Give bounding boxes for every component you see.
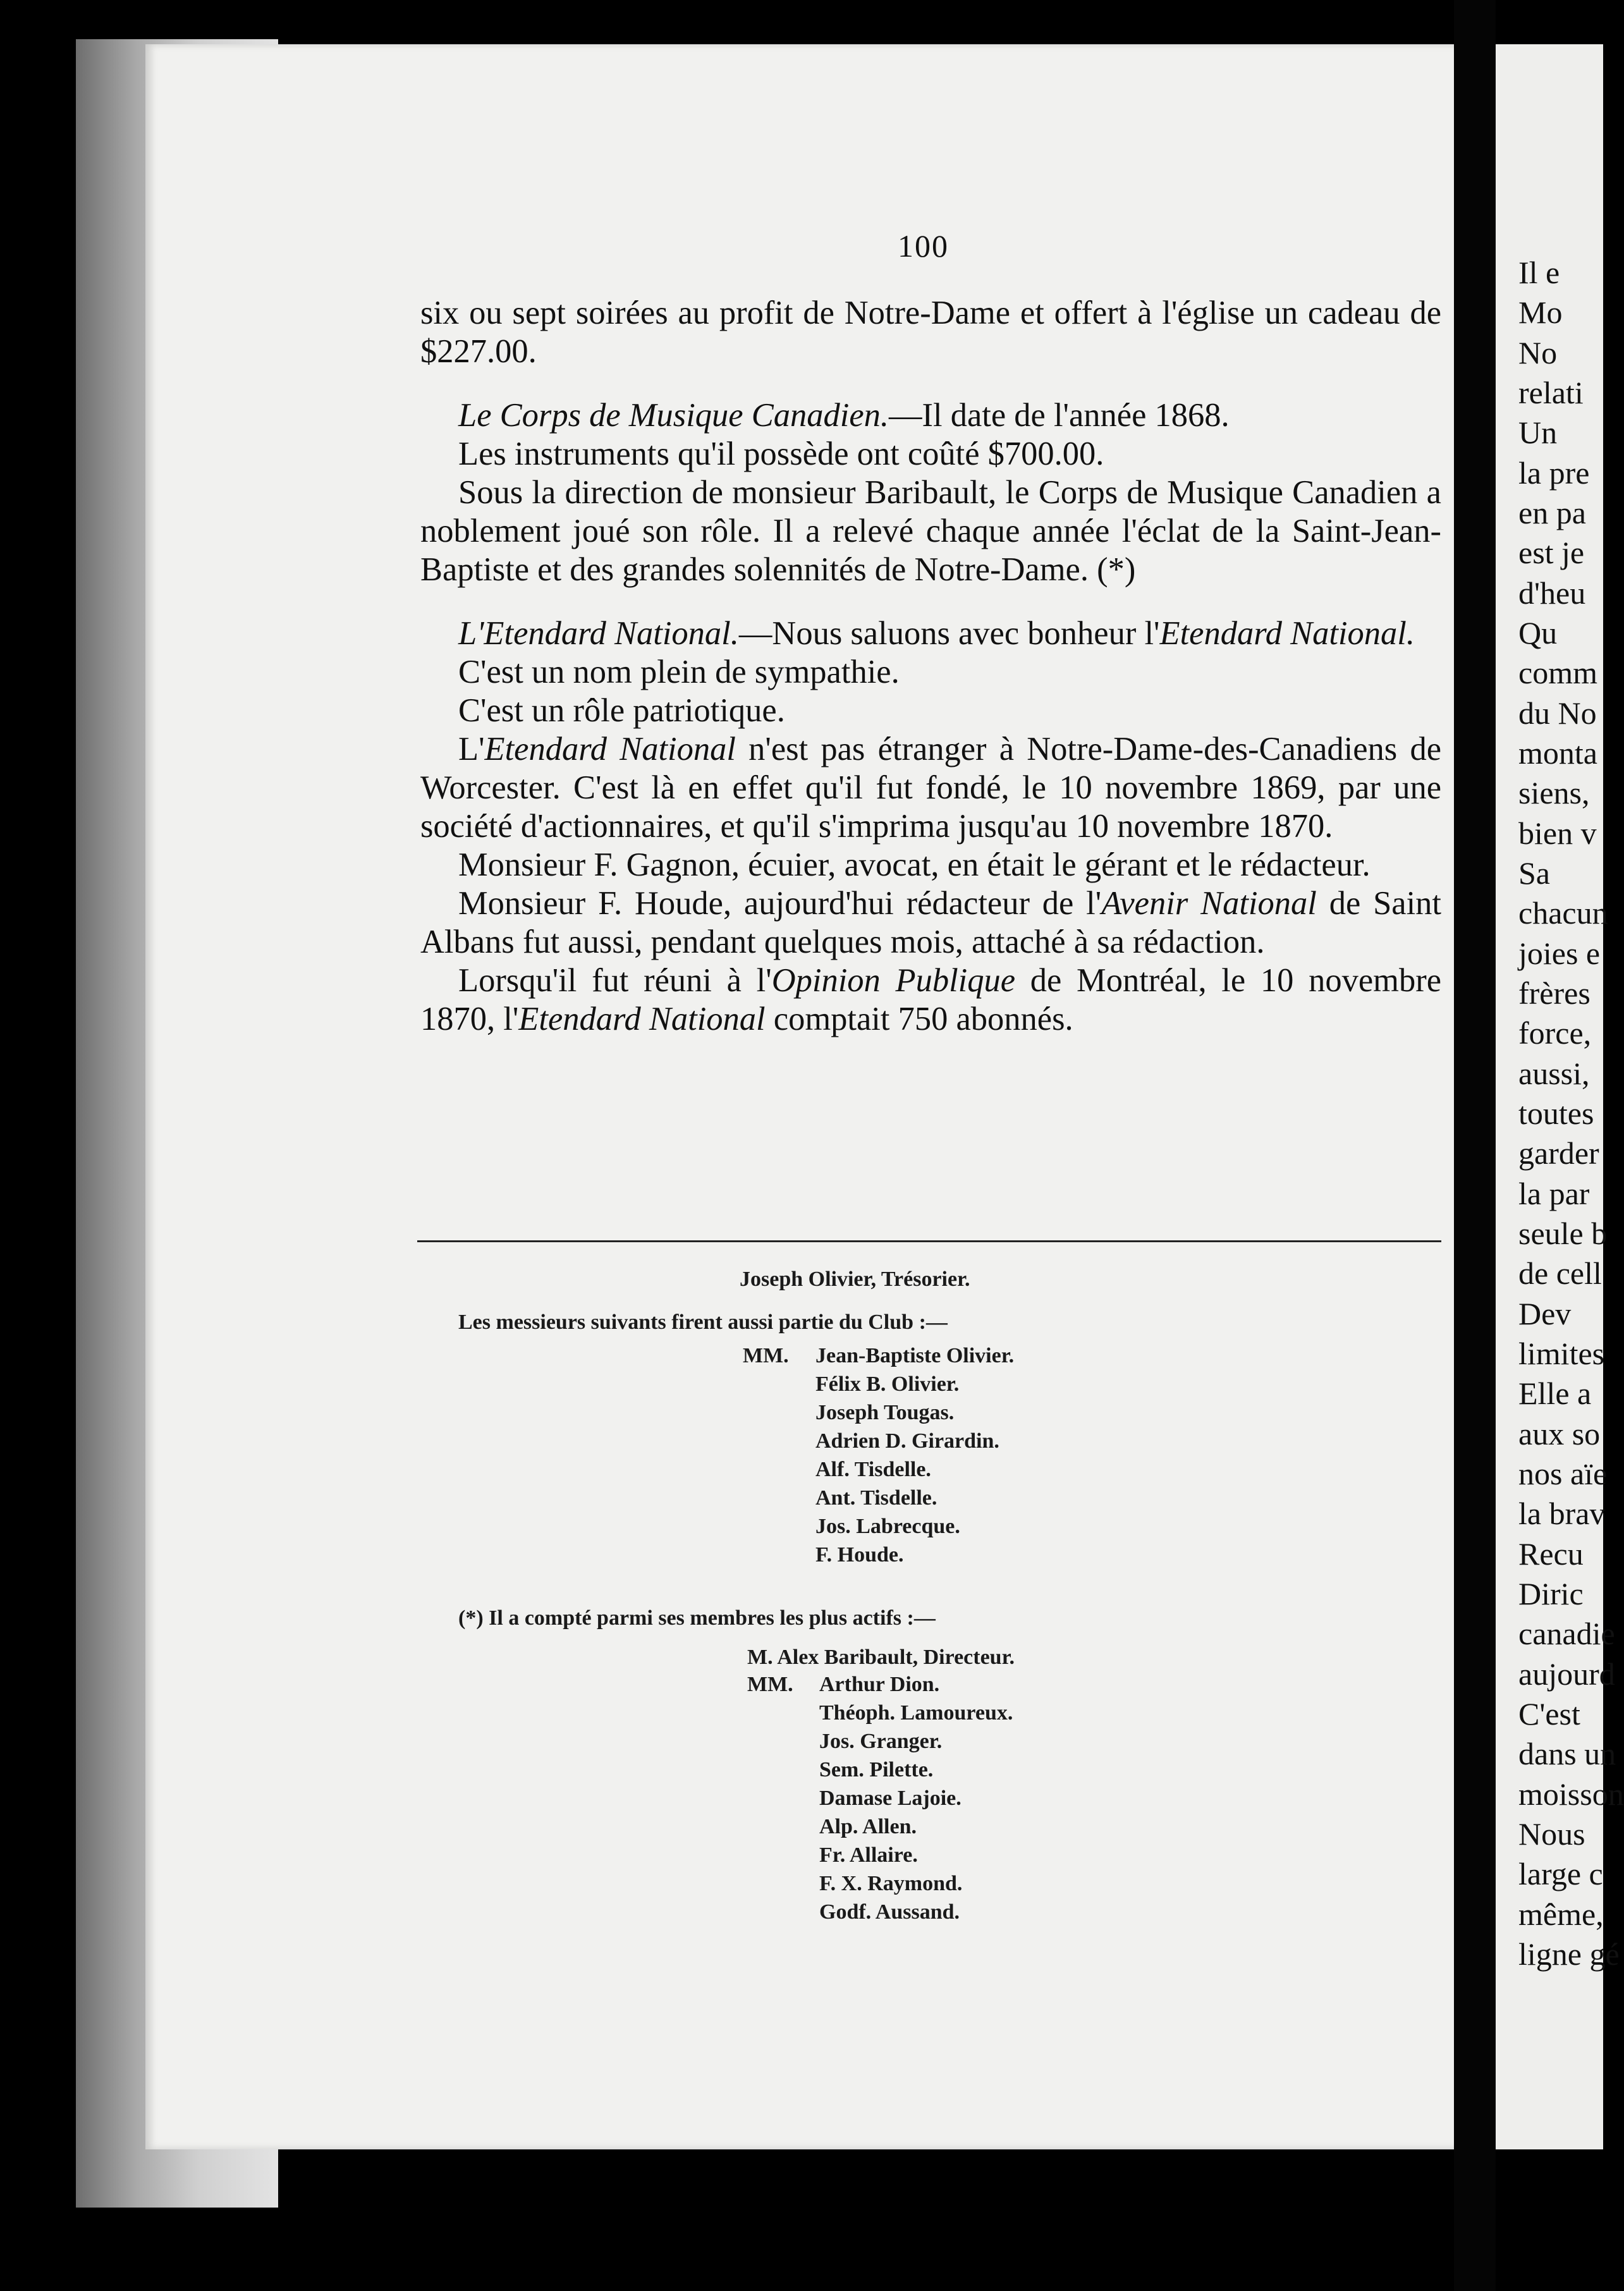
paragraph-opinion-publique [420, 962, 1441, 1039]
adjacent-page-line: siens, [1518, 775, 1590, 811]
list-item: Sem. Pilette. [819, 1758, 934, 1781]
adjacent-page-line: force, [1518, 1015, 1592, 1051]
text-span: Lorsqu'il fut réuni à l' [458, 962, 772, 999]
adjacent-page-line: C'est [1518, 1696, 1580, 1732]
text-span: comptait 750 abonnés. [765, 1001, 1073, 1037]
adjacent-page-line: est je [1518, 535, 1585, 571]
main-text [420, 294, 1441, 1039]
adjacent-page-line: Il e [1518, 255, 1560, 290]
adjacent-page-line: Recu [1518, 1536, 1584, 1572]
adjacent-page-line: Qu [1518, 615, 1558, 651]
section-title-corps-musique: Le Corps de Musique Canadien. [458, 397, 889, 434]
section-title-etendard: L'Etendard National. [458, 615, 739, 652]
paragraph-1: six ou sept soirées au profit de Notre-Dame et offert à l'église un cadeau de $227.00. [420, 295, 1441, 370]
adjacent-page-line: Elle a [1518, 1376, 1592, 1412]
adjacent-page-line: aujourd [1518, 1656, 1615, 1692]
footnote-mm-label: MM. [747, 1673, 793, 1696]
paragraph-sympathie: C'est un nom plein de sympathie. [458, 654, 900, 690]
section-divider [417, 1240, 1441, 1242]
adjacent-page-line: Un [1518, 415, 1558, 451]
list-item: Godf. Aussand. [819, 1900, 960, 1924]
list-item: Jos. Labrecque. [815, 1515, 960, 1538]
paragraph-instruments: Les instruments qu'il possède ont coûté $700.00. [458, 436, 1104, 472]
list-item: Félix B. Olivier. [815, 1372, 960, 1396]
paragraph-direction: Sous la direction de monsieur Baribault, le Corps de Musique Canadien a noblement joué son rôle. Il a relevé chaque année l'éclat de la Saint-Jean-Baptiste et des grandes solennités de Notre-Dame. (*) [420, 474, 1441, 588]
club-mm-label: MM. [743, 1344, 789, 1367]
adjacent-page-line: garder [1518, 1135, 1599, 1171]
text-span: de Montréal, le 10 novembre 1870, l' [420, 962, 1441, 1037]
text-span: Monsieur F. Houde, aujourd'hui rédacteur de l' [458, 885, 1102, 922]
list-item: Damase Lajoie. [819, 1787, 962, 1810]
list-item: Arthur Dion. [819, 1673, 940, 1696]
adjacent-page-line: la pre [1518, 455, 1590, 491]
text-span: L' [458, 731, 485, 767]
italic-ref: Etendard National. [1159, 615, 1415, 652]
list-item: Ant. Tisdelle. [815, 1486, 937, 1510]
adjacent-page-line: canadie [1518, 1616, 1615, 1652]
adjacent-page-line: Sa [1518, 855, 1550, 891]
list-item: Jos. Granger. [819, 1730, 943, 1753]
list-item: Joseph Tougas. [815, 1401, 955, 1424]
footnote-intro: (*) Il a compté parmi ses membres les plus actifs :— [458, 1606, 936, 1630]
adjacent-page-line: dans un [1518, 1736, 1616, 1772]
club-treasurer: Joseph Olivier, Trésorier. [740, 1268, 970, 1291]
list-item: Alp. Allen. [819, 1815, 917, 1838]
adjacent-page-line: du No [1518, 695, 1597, 731]
page-number: 100 [898, 228, 949, 264]
text-span: —Nous saluons avec bonheur l' [738, 615, 1160, 652]
adjacent-page-line: Nous [1518, 1816, 1585, 1852]
adjacent-page-line: bien v [1518, 815, 1597, 851]
adjacent-page-line: chacun [1518, 895, 1608, 931]
paragraph-corps-musique [420, 396, 1441, 435]
adjacent-page-line: nos aïe [1518, 1456, 1608, 1491]
italic-ref: Etendard National [518, 1001, 766, 1037]
adjacent-page-line: monta [1518, 735, 1597, 771]
adjacent-page-line: d'heu [1518, 575, 1586, 611]
adjacent-page-line: large c [1518, 1856, 1603, 1892]
paragraph-patriotique: C'est un rôle patriotique. [458, 692, 785, 729]
adjacent-page-line: aussi, [1518, 1055, 1590, 1091]
adjacent-page-line: moisson [1518, 1776, 1624, 1812]
adjacent-page-line: toutes [1518, 1096, 1594, 1131]
adjacent-page-line: Mo [1518, 295, 1563, 331]
adjacent-page-line: comm [1518, 655, 1597, 691]
adjacent-page-line: de cell [1518, 1255, 1602, 1292]
adjacent-page-line: limites [1518, 1336, 1605, 1371]
adjacent-page-line: la par [1518, 1175, 1590, 1211]
adjacent-page-line: seule b [1518, 1216, 1608, 1251]
list-item: Alf. Tisdelle. [815, 1458, 931, 1481]
adjacent-page-line: frères [1518, 975, 1590, 1011]
adjacent-page-fragment [1496, 44, 1624, 2149]
club-member-list [815, 1341, 1014, 1569]
adjacent-page-line: la brav [1518, 1496, 1606, 1532]
list-item: Fr. Allaire. [819, 1843, 918, 1867]
italic-ref: Avenir National [1101, 885, 1317, 922]
list-item: F. Houde. [815, 1543, 904, 1567]
text-span: de Saint Albans fut aussi, pendant quelques mois, attaché à sa rédaction. [420, 885, 1441, 960]
italic-ref: Etendard National [484, 731, 736, 767]
adjacent-page-line: joies e [1518, 935, 1601, 971]
footnote-director: M. Alex Baribault, Directeur. [747, 1646, 1015, 1669]
paragraph-houde [420, 884, 1441, 962]
club-intro: Les messieurs suivants firent aussi partie du Club :— [458, 1310, 948, 1334]
list-item: F. X. Raymond. [819, 1872, 963, 1895]
paragraph-etendard [420, 614, 1441, 653]
adjacent-page-line: Dev [1518, 1295, 1572, 1331]
adjacent-page-line: aux so [1518, 1415, 1601, 1451]
page-gutter [1454, 0, 1496, 2291]
italic-ref: Opinion Publique [771, 962, 1016, 999]
list-item: Adrien D. Girardin. [815, 1429, 999, 1453]
adjacent-page-line: même, [1518, 1896, 1604, 1932]
list-item: Jean-Baptiste Olivier. [815, 1344, 1015, 1367]
text-span: —Il date de l'année 1868. [889, 397, 1230, 434]
paragraph-fondation [420, 730, 1441, 846]
adjacent-page-line: ligne gé [1518, 1936, 1620, 1972]
adjacent-page-line: No [1518, 334, 1558, 370]
footnote-member-list [819, 1670, 1013, 1926]
adjacent-page-line: en pa [1518, 495, 1586, 530]
text-span: n'est pas étranger à Notre-Dame-des-Canadiens de Worcester. C'est là en effet qu'il fut fondé, le 10 novembre 1869, par une société d'actionnaires, et qu'il s'imprima jusqu'au 10 novembre 1870. [420, 731, 1441, 845]
adjacent-page-line: Diric [1518, 1576, 1584, 1611]
paragraph-gagnon: Monsieur F. Gagnon, écuier, avocat, en était le gérant et le rédacteur. [458, 846, 1371, 883]
list-item: Théoph. Lamoureux. [819, 1701, 1013, 1725]
adjacent-page-line: relati [1518, 375, 1584, 410]
